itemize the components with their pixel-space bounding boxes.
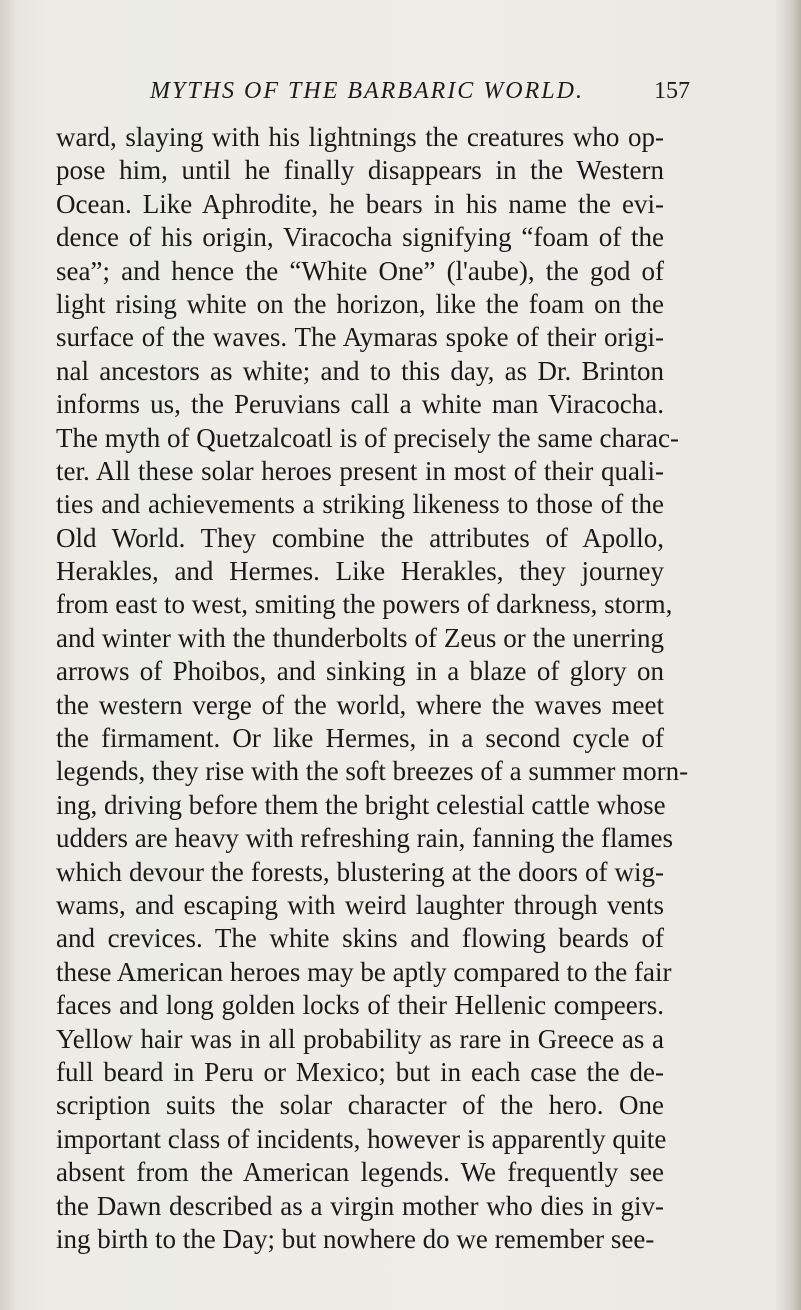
text-line: Herakles, and Hermes. Like Herakles, they journey — [56, 556, 664, 587]
text-line: ing, driving before them the bright celestial cattle whose — [56, 789, 666, 820]
text-line: nal ancestors as white; and to this day, as Dr. Brinton — [56, 355, 664, 386]
text-line: light rising white on the horizon, like the foam on the — [56, 288, 664, 319]
text-line: the western verge of the world, where the waves meet — [56, 689, 664, 720]
page-edge-shadow — [775, 0, 801, 1310]
text-line: sea”; and hence the “White One” (l'aube), the god of — [56, 255, 664, 286]
text-line: pose him, until he finally disappears in the Western — [56, 155, 664, 186]
text-line: the Dawn described as a virgin mother who dies in giv- — [56, 1190, 664, 1221]
text-line: ter. All these solar heroes present in most of their quali- — [56, 455, 664, 486]
text-line: ward, slaying with his lightnings the creatures who op- — [56, 122, 664, 152]
text-line: scription suits the solar character of the hero. One — [56, 1090, 664, 1121]
text-line: the firmament. Or like Hermes, in a second cycle of — [56, 723, 664, 754]
running-head — [150, 78, 690, 112]
text-line: Ocean. Like Aphrodite, he bears in his name the evi- — [56, 188, 664, 219]
text-line: dence of his origin, Viracocha signifying “foam of the — [56, 222, 664, 253]
text-line: from east to west, smiting the powers of darkness, storm, — [56, 589, 673, 620]
text-line: Yellow hair was in all probability as rare in Greece as a — [56, 1023, 664, 1054]
text-line: and winter with the thunderbolts of Zeus or the unerring — [56, 622, 664, 653]
running-title: MYTHS OF THE BARBARIC WORLD. — [150, 78, 584, 104]
text-line: important class of incidents, however is apparently quite — [56, 1123, 667, 1154]
text-line: and crevices. The white skins and flowing beards of — [56, 923, 664, 954]
text-line: ties and achievements a striking likeness to those of the — [56, 489, 664, 520]
text-line: Old World. They combine the attributes of Apollo, — [56, 522, 664, 553]
text-line: ing birth to the Day; but nowhere do we remember see- — [56, 1223, 655, 1254]
page-gutter-shadow — [0, 0, 18, 1310]
text-line: full beard in Peru or Mexico; but in each case the de- — [56, 1056, 664, 1087]
text-line: The myth of Quetzalcoatl is of precisely the same charac- — [56, 422, 679, 453]
text-line: arrows of Phoibos, and sinking in a blaze of glory on — [56, 656, 664, 687]
text-line: wams, and escaping with weird laughter through vents — [56, 889, 664, 920]
text-line: legends, they rise with the soft breezes of a summer morn- — [56, 756, 689, 787]
text-line: which devour the forests, blustering at the doors of wig- — [56, 856, 664, 887]
text-line: absent from the American legends. We frequently see — [56, 1157, 664, 1188]
text-line: udders are heavy with refreshing rain, fanning the flames — [56, 823, 674, 854]
text-line: surface of the waves. The Aymaras spoke of their origi- — [56, 322, 664, 353]
text-line: faces and long golden locks of their Hellenic compeers. — [56, 990, 664, 1021]
page-number: 157 — [654, 78, 690, 104]
text-line: informs us, the Peruvians call a white man Viracocha. — [56, 389, 664, 420]
body-text — [56, 121, 689, 1256]
text-line: these American heroes may be aptly compared to the fair — [56, 956, 672, 987]
